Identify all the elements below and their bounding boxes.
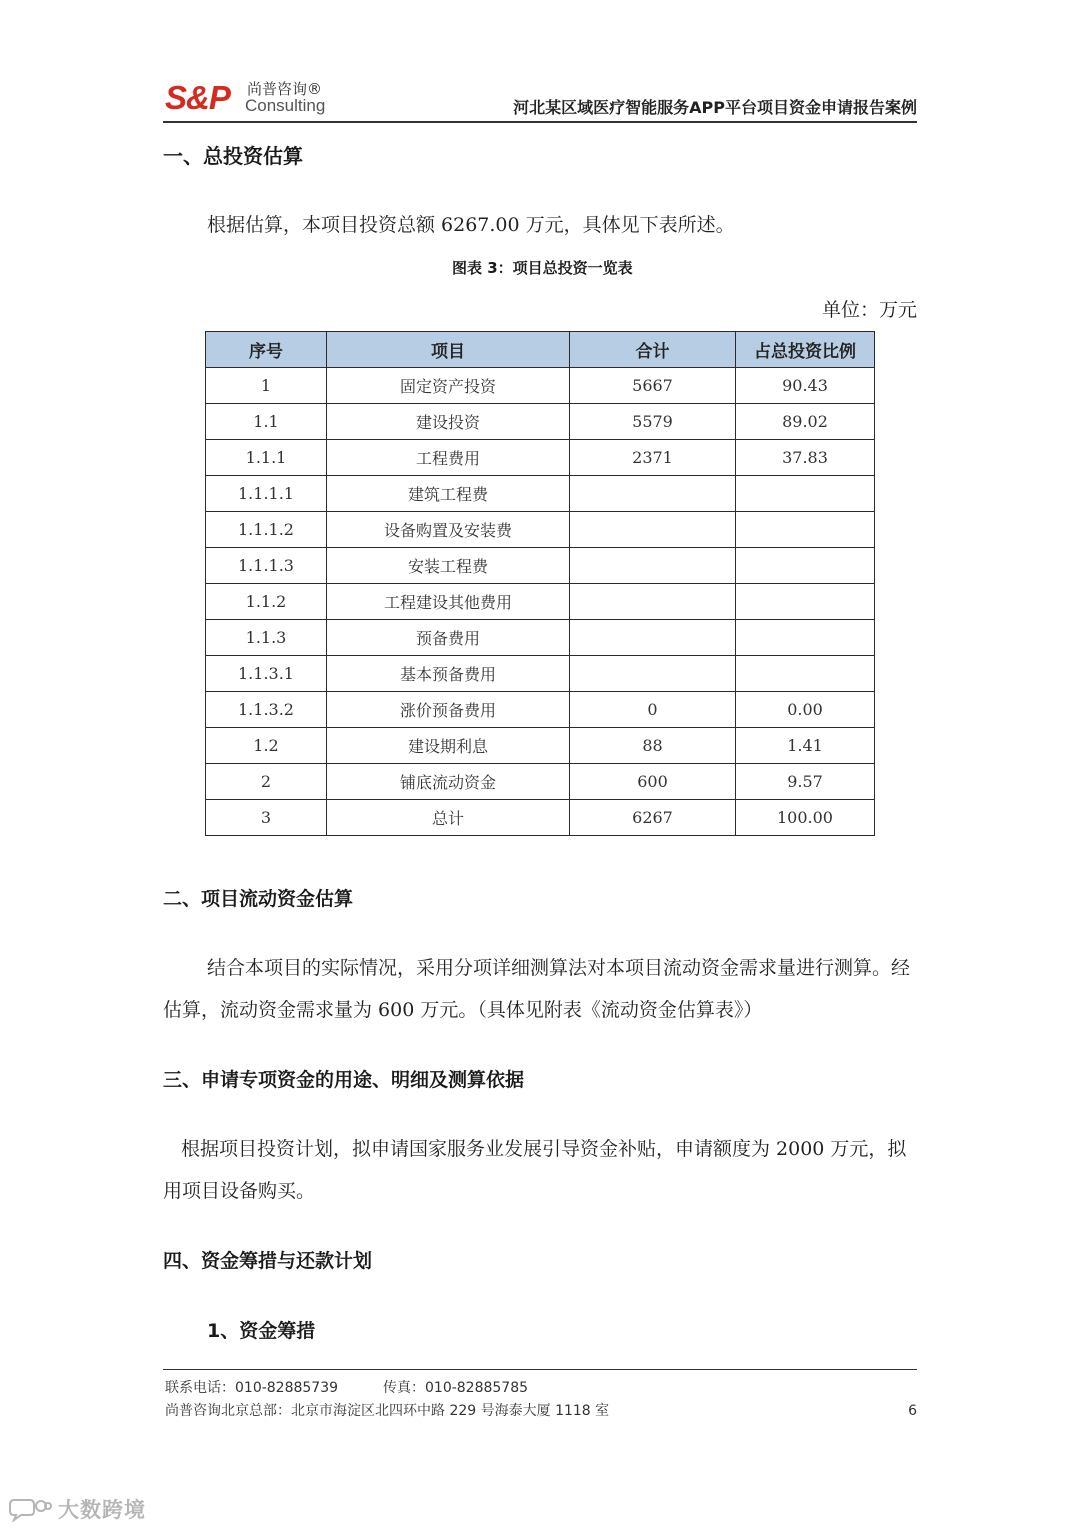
cell-item: 建筑工程费	[327, 476, 570, 512]
speech-bubble-icon	[8, 1496, 52, 1522]
cell-total: 88	[570, 728, 736, 764]
column-header-index: 序号	[206, 332, 327, 368]
cell-index: 1	[206, 368, 327, 404]
cell-total: 6267	[570, 800, 736, 836]
cell-index: 1.1	[206, 404, 327, 440]
investment-table	[205, 331, 875, 836]
column-header-total: 合计	[570, 332, 736, 368]
table-row	[206, 476, 875, 512]
table-row	[206, 512, 875, 548]
cell-ratio	[736, 512, 875, 548]
table-row	[206, 800, 875, 836]
cell-item: 基本预备费用	[327, 656, 570, 692]
footer-fax: 传真：010-82885785	[383, 1380, 529, 1396]
cell-item: 建设投资	[327, 404, 570, 440]
cell-ratio: 9.57	[736, 764, 875, 800]
section-1-paragraph: 根据估算，本项目投资总额 6267.00 万元，具体见下表所述。	[207, 214, 735, 236]
cell-ratio	[736, 620, 875, 656]
cell-total	[570, 476, 736, 512]
cell-item: 总计	[327, 800, 570, 836]
cell-total: 0	[570, 692, 736, 728]
section-3-paragraph: 根据项目投资计划，拟申请国家服务业发展引导资金补贴，申请额度为 2000 万元，拟用项目设备购买。	[163, 1138, 907, 1202]
section-2-paragraph: 结合本项目的实际情况，采用分项详细测算法对本项目流动资金需求量进行测算。经估算，流动资金需求量为 600 万元。（具体见附表《流动资金估算表》）	[163, 957, 911, 1021]
cell-index: 1.1.3.2	[206, 692, 327, 728]
watermark-text: 大数跨境	[58, 1498, 146, 1522]
cell-index: 1.1.3.1	[206, 656, 327, 692]
cell-item: 安装工程费	[327, 548, 570, 584]
cell-total: 5667	[570, 368, 736, 404]
table-row	[206, 368, 875, 404]
logo-chinese-name: 尚普咨询®	[247, 80, 323, 98]
table-row	[206, 440, 875, 476]
table-row	[206, 404, 875, 440]
footer-address: 尚普咨询北京总部：北京市海淀区北四环中路 229 号海泰大厦 1118 室	[165, 1403, 610, 1419]
cell-ratio	[736, 656, 875, 692]
cell-index: 1.2	[206, 728, 327, 764]
table-header-row	[206, 332, 875, 368]
section-4-subheading: 1、资金筹措	[207, 1320, 316, 1342]
cell-ratio: 0.00	[736, 692, 875, 728]
cell-index: 1.1.1	[206, 440, 327, 476]
cell-item: 固定资产投资	[327, 368, 570, 404]
table-row	[206, 656, 875, 692]
column-header-ratio: 占总投资比例	[736, 332, 875, 368]
logo-english-name: Consulting	[245, 96, 326, 115]
table-row	[206, 620, 875, 656]
cell-ratio: 100.00	[736, 800, 875, 836]
table-row	[206, 584, 875, 620]
cell-item: 工程费用	[327, 440, 570, 476]
cell-index: 1.1.2	[206, 584, 327, 620]
column-header-item: 项目	[327, 332, 570, 368]
cell-item: 建设期利息	[327, 728, 570, 764]
cell-ratio: 89.02	[736, 404, 875, 440]
section-2-heading: 二、项目流动资金估算	[163, 888, 354, 910]
table-row	[206, 692, 875, 728]
cell-ratio: 1.41	[736, 728, 875, 764]
cell-item: 工程建设其他费用	[327, 584, 570, 620]
section-1-heading: 一、总投资估算	[163, 144, 303, 168]
cell-index: 2	[206, 764, 327, 800]
cell-index: 1.1.1.3	[206, 548, 327, 584]
section-4-heading: 四、资金筹措与还款计划	[163, 1250, 373, 1272]
document-title: 河北某区域医疗智能服务APP平台项目资金申请报告案例	[513, 98, 917, 117]
cell-total	[570, 548, 736, 584]
footer-divider	[163, 1369, 917, 1370]
cell-total	[570, 620, 736, 656]
cell-ratio	[736, 476, 875, 512]
company-logo	[165, 80, 335, 120]
table-caption: 图表 3：项目总投资一览表	[452, 259, 633, 277]
cell-total	[570, 512, 736, 548]
page-number: 6	[908, 1403, 917, 1419]
cell-total: 600	[570, 764, 736, 800]
table-row	[206, 548, 875, 584]
cell-total: 5579	[570, 404, 736, 440]
table-row	[206, 728, 875, 764]
section-3-heading: 三、申请专项资金的用途、明细及测算依据	[163, 1069, 525, 1091]
watermark	[8, 1494, 146, 1524]
cell-ratio: 37.83	[736, 440, 875, 476]
cell-ratio	[736, 548, 875, 584]
cell-item: 预备费用	[327, 620, 570, 656]
cell-ratio	[736, 584, 875, 620]
cell-ratio: 90.43	[736, 368, 875, 404]
cell-item: 设备购置及安装费	[327, 512, 570, 548]
table-unit: 单位：万元	[821, 299, 917, 321]
logo-mark: S&P	[165, 79, 230, 116]
footer-phone: 联系电话：010-82885739	[165, 1380, 339, 1396]
cell-item: 铺底流动资金	[327, 764, 570, 800]
table-row	[206, 764, 875, 800]
cell-total: 2371	[570, 440, 736, 476]
cell-item: 涨价预备费用	[327, 692, 570, 728]
cell-index: 1.1.3	[206, 620, 327, 656]
cell-index: 3	[206, 800, 327, 836]
cell-index: 1.1.1.2	[206, 512, 327, 548]
cell-total	[570, 656, 736, 692]
header-divider	[163, 121, 917, 123]
cell-index: 1.1.1.1	[206, 476, 327, 512]
cell-total	[570, 584, 736, 620]
